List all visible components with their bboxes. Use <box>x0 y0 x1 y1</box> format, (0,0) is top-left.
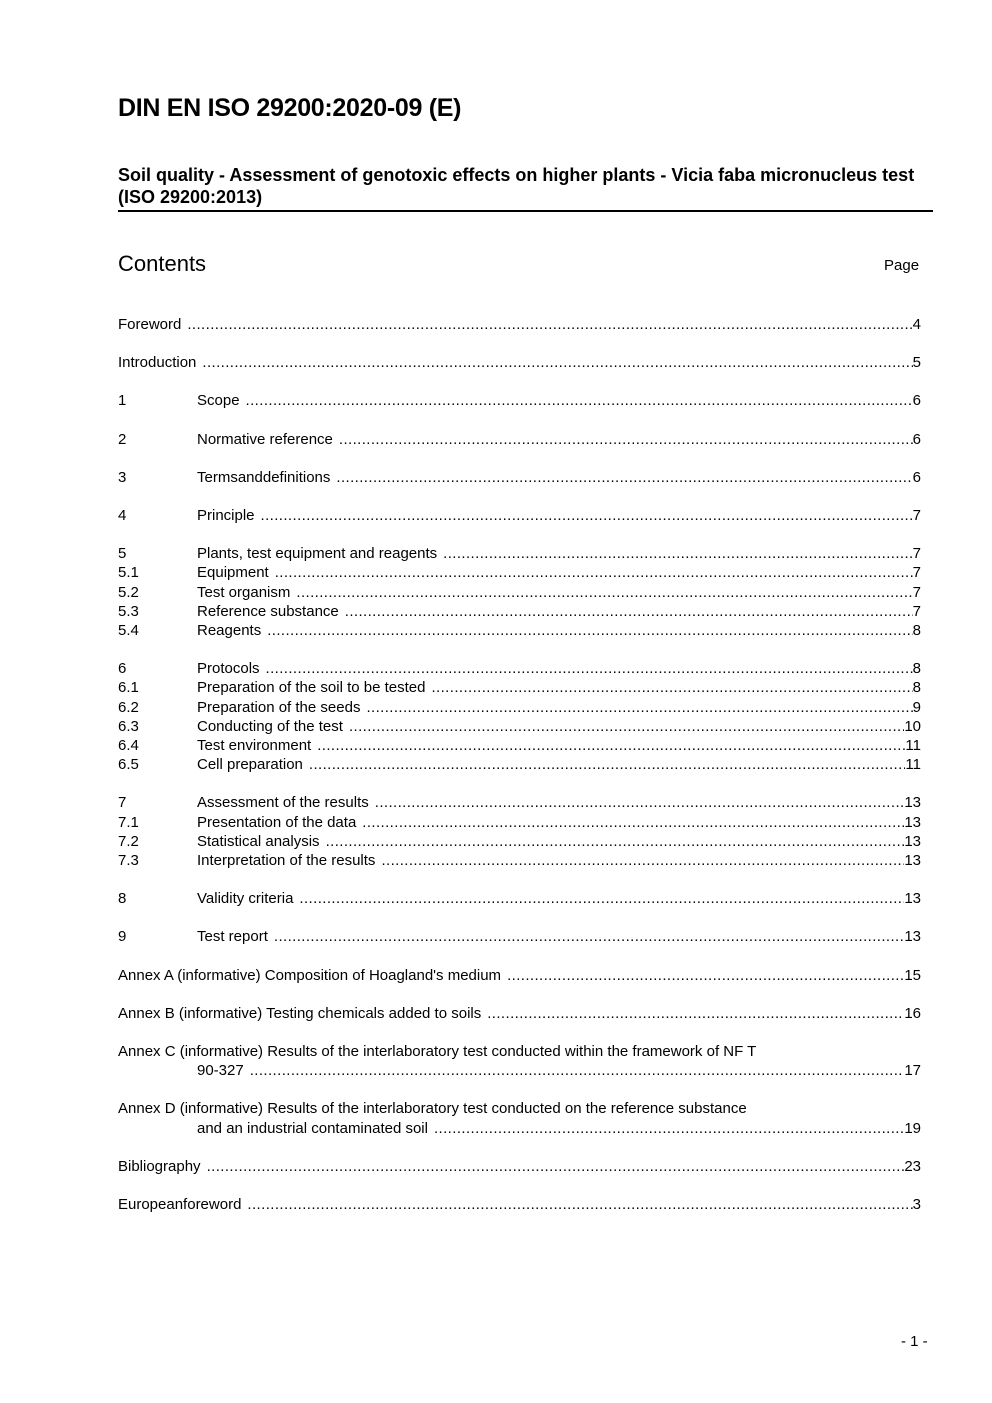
toc-entry[interactable] <box>118 391 921 410</box>
toc-entry-page: 8 <box>912 622 921 640</box>
toc-entry[interactable] <box>118 659 921 678</box>
page-column-label: Page <box>884 257 920 274</box>
toc-entry-number: 6.3 <box>118 717 139 735</box>
toc-entry-page: 13 <box>904 813 921 831</box>
toc-entry-title: Test organism <box>197 583 291 601</box>
toc-entry-title: Preparation of the seeds <box>197 698 361 716</box>
toc-leader-dots <box>207 1157 905 1176</box>
toc-leader-dots <box>317 736 905 755</box>
toc-entry-number: 5.1 <box>118 564 139 582</box>
toc-leader-dots <box>345 602 913 621</box>
toc-leader-dots <box>261 506 913 525</box>
toc-entry-page: 7 <box>912 602 921 620</box>
toc-entry-title: Conducting of the test <box>197 717 343 735</box>
toc-entry-number: 6.2 <box>118 698 139 716</box>
toc-leader-dots <box>246 391 913 410</box>
toc-leader-dots <box>381 851 904 870</box>
toc-entry-title-continuation: and an industrial contaminated soil <box>197 1119 428 1137</box>
toc-entry-number: 5.3 <box>118 602 139 620</box>
toc-entry-title-continuation: 90-327 <box>197 1062 244 1080</box>
toc-entry-number: 4 <box>118 507 127 525</box>
toc-leader-dots <box>274 927 904 946</box>
toc-leader-dots <box>339 430 913 449</box>
toc-entry[interactable] <box>118 602 921 621</box>
toc-entry-title: Bibliography <box>118 1157 201 1175</box>
toc-entry-page: 5 <box>912 354 921 372</box>
toc-entry[interactable] <box>118 563 921 582</box>
toc-entry-title: Presentation of the data <box>197 813 357 831</box>
toc-entry-number: 6 <box>118 660 127 678</box>
toc-leader-dots <box>431 678 912 697</box>
toc-leader-dots <box>507 966 904 985</box>
toc-entry-title: Statistical analysis <box>197 832 320 850</box>
toc-entry-title: Preparation of the soil to be tested <box>197 679 426 697</box>
toc-entry[interactable] <box>118 736 921 755</box>
toc-entry[interactable] <box>118 755 921 774</box>
toc-entry-title: Scope <box>197 392 240 410</box>
toc-entry[interactable] <box>118 717 921 736</box>
toc-entry-page: 11 <box>905 737 921 755</box>
toc-entry-page: 7 <box>912 564 921 582</box>
toc-entry-title: Cell preparation <box>197 756 303 774</box>
document-title: DIN EN ISO 29200:2020-09 (E) <box>118 94 462 122</box>
title-rule <box>118 210 933 212</box>
toc-leader-dots <box>349 717 904 736</box>
toc-entry-title: Test report <box>197 928 268 946</box>
toc-entry[interactable] <box>118 832 921 851</box>
toc-entry-title: Test environment <box>197 737 312 755</box>
toc-entry-title: Assessment of the results <box>197 794 369 812</box>
toc-entry-title: Annex A (informative) Composition of Hoagland's medium <box>118 966 502 984</box>
toc-entry[interactable] <box>118 506 921 525</box>
toc-entry[interactable] <box>118 1042 921 1080</box>
toc-entry-number: 5 <box>118 545 127 563</box>
toc-entry-page: 7 <box>912 545 921 563</box>
toc-entry-page: 8 <box>912 679 921 697</box>
toc-entry[interactable] <box>118 1099 921 1137</box>
toc-entry-title: Reagents <box>197 622 262 640</box>
toc-entry[interactable] <box>118 851 921 870</box>
toc-entry-number: 7.2 <box>118 832 139 850</box>
toc-entry-title: Annex B (informative) Testing chemicals added to soils <box>118 1004 482 1022</box>
toc-entry[interactable] <box>118 430 921 449</box>
toc-entry-page: 8 <box>912 660 921 678</box>
toc-entry-title: Plants, test equipment and reagents <box>197 545 438 563</box>
toc-entry[interactable] <box>118 1004 921 1023</box>
toc-leader-dots <box>250 1061 905 1080</box>
toc-entry-number: 7.3 <box>118 852 139 870</box>
toc-entry-number: 5.2 <box>118 583 139 601</box>
toc-entry-title: Principle <box>197 507 255 525</box>
toc-leader-dots <box>266 659 913 678</box>
toc-entry-title: Reference substance <box>197 602 339 620</box>
toc-entry-title: Protocols <box>197 660 260 678</box>
toc-entry-page: 3 <box>912 1196 921 1214</box>
toc-entry-title: Validity criteria <box>197 890 294 908</box>
toc-entry-number: 8 <box>118 890 127 908</box>
toc-leader-dots <box>362 813 904 832</box>
toc-entry-title: Termsanddefinitions <box>197 468 331 486</box>
toc-entry-page: 19 <box>904 1119 921 1137</box>
toc-leader-dots <box>187 315 912 334</box>
toc-leader-dots <box>309 755 906 774</box>
toc-entry-number: 6.4 <box>118 737 139 755</box>
toc-leader-dots <box>247 1195 912 1214</box>
toc-leader-dots <box>336 468 912 487</box>
toc-entry-number: 2 <box>118 430 127 448</box>
page-number: - 1 - <box>901 1333 928 1350</box>
toc-entry-title: Normative reference <box>197 430 333 448</box>
toc-leader-dots <box>375 793 905 812</box>
toc-leader-dots <box>202 353 912 372</box>
toc-entry-title: Interpretation of the results <box>197 852 376 870</box>
toc-entry[interactable] <box>118 889 921 908</box>
toc-entry-title: Europeanforeword <box>118 1196 242 1214</box>
toc-entry-number: 5.4 <box>118 622 139 640</box>
toc-leader-dots <box>326 832 905 851</box>
toc-entry-title: Foreword <box>118 316 182 333</box>
toc-entry[interactable] <box>118 583 921 602</box>
toc-entry-page: 6 <box>912 392 921 410</box>
toc-entry[interactable] <box>118 698 921 717</box>
toc-entry-number: 6.1 <box>118 679 139 697</box>
toc-leader-dots <box>267 621 912 640</box>
contents-heading: Contents <box>118 251 207 276</box>
toc-entry-number: 7.1 <box>118 813 139 831</box>
toc-entry[interactable] <box>118 353 921 372</box>
toc-entry-page: 16 <box>904 1004 921 1022</box>
toc-entry[interactable] <box>118 544 921 563</box>
toc-entry-page: 7 <box>912 507 921 525</box>
toc-entry-title: Introduction <box>118 354 197 372</box>
toc-leader-dots <box>434 1119 904 1138</box>
toc-entry-number: 6.5 <box>118 756 139 774</box>
toc-entry-page: 6 <box>912 430 921 448</box>
toc-entry-page: 13 <box>904 928 921 946</box>
toc-entry-number: 9 <box>118 928 127 946</box>
toc-leader-dots <box>296 583 912 602</box>
toc-entry[interactable] <box>118 468 921 487</box>
toc-entry-page: 9 <box>912 698 921 716</box>
toc-leader-dots <box>443 544 913 563</box>
toc-entry-number: 3 <box>118 468 127 486</box>
toc-leader-dots <box>487 1004 904 1023</box>
toc-entry[interactable] <box>118 1195 921 1214</box>
toc-entry[interactable] <box>118 793 921 812</box>
toc-entry[interactable] <box>118 927 921 946</box>
toc-entry[interactable] <box>118 1157 921 1176</box>
toc-leader-dots <box>366 698 912 717</box>
toc-entry-title: Annex D (informative) Results of the interlaboratory test conducted on the reference substance <box>118 1100 747 1118</box>
table-of-contents <box>118 315 921 1214</box>
toc-entry[interactable] <box>118 621 921 640</box>
toc-entry-page: 17 <box>904 1062 921 1080</box>
toc-entry-page: 11 <box>905 756 921 774</box>
toc-entry[interactable] <box>118 678 921 697</box>
toc-entry[interactable] <box>118 315 921 334</box>
toc-entry[interactable] <box>118 966 921 985</box>
toc-entry-page: 13 <box>904 832 921 850</box>
toc-entry-page: 13 <box>904 852 921 870</box>
toc-entry-page: 10 <box>904 717 921 735</box>
toc-leader-dots <box>299 889 904 908</box>
toc-entry-number: 7 <box>118 794 127 812</box>
toc-entry-title: Annex C (informative) Results of the interlaboratory test conducted within the framework of NF T <box>118 1043 757 1061</box>
document-subtitle: Soil quality - Assessment of genotoxic effects on higher plants - Vicia faba micronucleus test (ISO 29200:2013) <box>118 165 915 207</box>
toc-leader-dots <box>275 563 913 582</box>
toc-entry-title: Equipment <box>197 564 269 582</box>
toc-entry[interactable] <box>118 813 921 832</box>
toc-entry-page: 4 <box>912 316 921 333</box>
toc-entry-number: 1 <box>118 392 127 410</box>
toc-entry-page: 23 <box>904 1157 921 1175</box>
toc-entry-page: 7 <box>912 583 921 601</box>
toc-entry-page: 15 <box>904 966 921 984</box>
toc-entry-page: 13 <box>904 890 921 908</box>
toc-entry-page: 6 <box>912 468 921 486</box>
toc-entry-page: 13 <box>904 794 921 812</box>
